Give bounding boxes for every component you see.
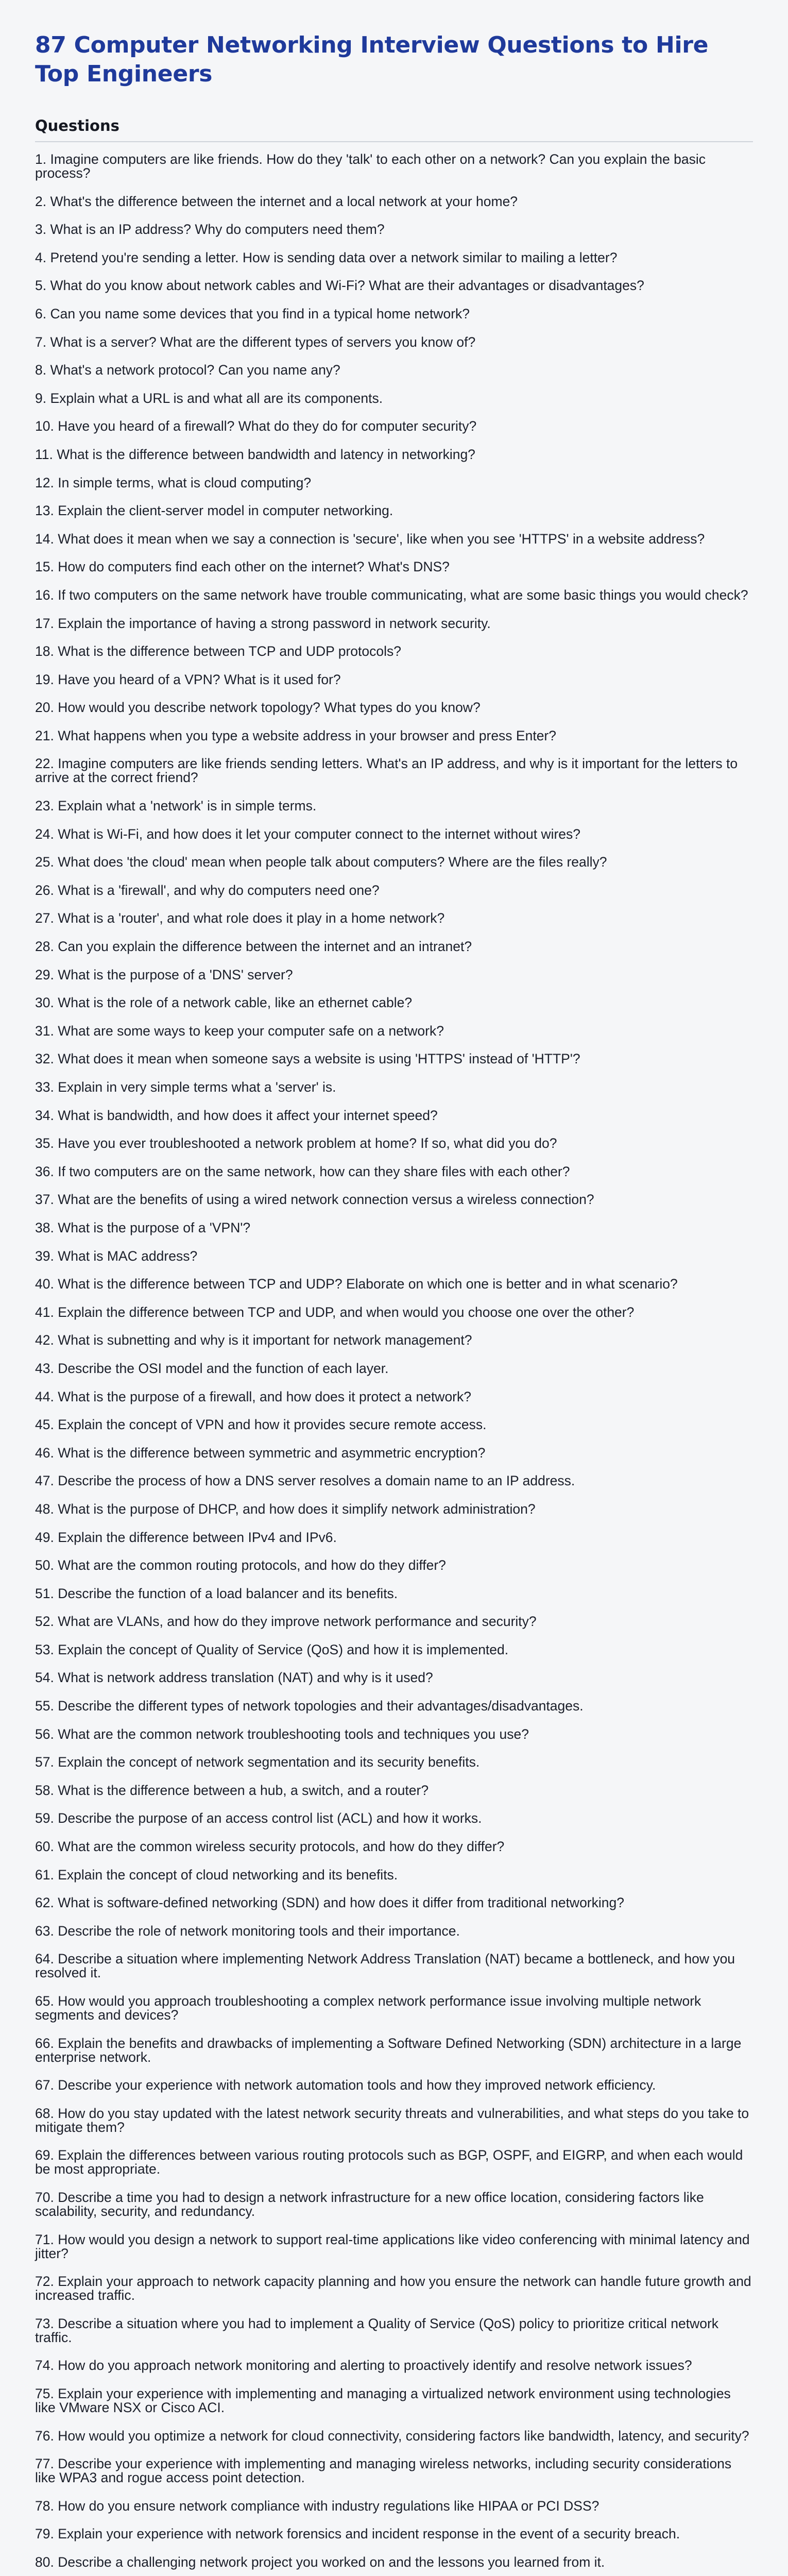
question-item: 36. If two computers are on the same network, how can they share files with each other? xyxy=(35,1163,570,1179)
question-item: 61. Explain the concept of cloud networking and its benefits. xyxy=(35,1867,398,1883)
question-item: 65. How would you approach troubleshooting a complex network performance issue involving multiple network segments and devices? xyxy=(35,1993,701,2023)
question-item: 63. Describe the role of network monitoring tools and their importance. xyxy=(35,1923,460,1939)
question-item: 57. Explain the concept of network segmentation and its security benefits. xyxy=(35,1754,480,1770)
question-item: 44. What is the purpose of a firewall, and how does it protect a network? xyxy=(35,1388,471,1404)
question-item: 77. Describe your experience with implementing and managing wireless networks, including security considerations like WPA3 and rogue access point detection. xyxy=(35,2456,732,2486)
question-item: 79. Explain your experience with network forensics and incident response in the event of a security breach. xyxy=(35,2526,680,2542)
question-item: 54. What is network address translation (NAT) and why is it used? xyxy=(35,1670,433,1686)
question-item: 35. Have you ever troubleshooted a network problem at home? If so, what did you do? xyxy=(35,1136,557,1151)
question-item: 20. How would you describe network topology? What types do you know? xyxy=(35,700,481,716)
question-item: 17. Explain the importance of having a strong password in network security. xyxy=(35,615,491,631)
question-item: 32. What does it mean when someone says a website is using 'HTTPS' instead of 'HTTP'? xyxy=(35,1051,580,1067)
question-item: 60. What are the common wireless security protocols, and how do they differ? xyxy=(35,1839,505,1855)
question-item: 3. What is an IP address? Why do computers need them? xyxy=(35,222,385,238)
question-item: 73. Describe a situation where you had to implement a Quality of Service (QoS) policy to prioritize critical network traffic. xyxy=(35,2315,719,2345)
question-item: 39. What is MAC address? xyxy=(35,1248,198,1264)
question-item: 4. Pretend you're sending a letter. How is sending data over a network similar to mailing a letter? xyxy=(35,249,618,265)
question-item: 19. Have you heard of a VPN? What is it used for? xyxy=(35,671,341,687)
question-item: 52. What are VLANs, and how do they improve network performance and security? xyxy=(35,1614,537,1630)
question-item: 15. How do computers find each other on the internet? What's DNS? xyxy=(35,559,450,575)
question-item: 33. Explain in very simple terms what a 'server' is. xyxy=(35,1079,336,1095)
question-item: 26. What is a 'firewall', and why do computers need one? xyxy=(35,882,380,898)
question-item: 21. What happens when you type a website address in your browser and press Enter? xyxy=(35,727,556,743)
question-item: 18. What is the difference between TCP and UDP protocols? xyxy=(35,643,402,659)
question-item: 1. Imagine computers are like friends. How do they 'talk' to each other on a network? Can you explain the basic process? xyxy=(35,151,706,181)
question-list xyxy=(35,152,753,2576)
question-item: 66. Explain the benefits and drawbacks of implementing a Software Defined Networking (SDN) architecture in a large enterprise network. xyxy=(35,2035,742,2065)
question-item: 38. What is the purpose of a 'VPN'? xyxy=(35,1219,251,1235)
question-item: 23. Explain what a 'network' is in simple terms. xyxy=(35,798,317,814)
question-item: 31. What are some ways to keep your computer safe on a network? xyxy=(35,1023,444,1039)
question-item: 7. What is a server? What are the different types of servers you know of? xyxy=(35,334,476,350)
question-item: 70. Describe a time you had to design a network infrastructure for a new office location, considering factors like scalability, security, and redundancy. xyxy=(35,2189,704,2219)
question-item: 12. In simple terms, what is cloud computing? xyxy=(35,474,312,490)
question-item: 69. Explain the differences between various routing protocols such as BGP, OSPF, and EIGRP, and when each would be most appropriate. xyxy=(35,2147,743,2177)
question-item: 67. Describe your experience with network automation tools and how they improved network efficiency. xyxy=(35,2077,656,2093)
question-item: 71. How would you design a network to support real-time applications like video conferencing with minimal latency and jitter? xyxy=(35,2231,750,2261)
section-divider xyxy=(35,141,753,142)
question-item: 29. What is the purpose of a 'DNS' server? xyxy=(35,967,293,982)
question-item: 47. Describe the process of how a DNS server resolves a domain name to an IP address. xyxy=(35,1473,575,1489)
question-item: 28. Can you explain the difference between the internet and an intranet? xyxy=(35,939,472,955)
question-item: 14. What does it mean when we say a connection is 'secure', like when you see 'HTTPS' in a website address? xyxy=(35,531,705,547)
question-item: 45. Explain the concept of VPN and how it provides secure remote access. xyxy=(35,1417,487,1433)
question-item: 25. What does 'the cloud' mean when people talk about computers? Where are the files really? xyxy=(35,854,607,870)
question-item: 80. Describe a challenging network project you worked on and the lessons you learned from it. xyxy=(35,2554,605,2570)
question-item: 75. Explain your experience with implementing and managing a virtualized network environment using technologies like VMware NSX or Cisco ACI. xyxy=(35,2385,731,2415)
question-item: 37. What are the benefits of using a wired network connection versus a wireless connection? xyxy=(35,1192,594,1208)
question-item: 62. What is software-defined networking (SDN) and how does it differ from traditional networking? xyxy=(35,1895,624,1911)
question-item: 5. What do you know about network cables and Wi-Fi? What are their advantages or disadvantages? xyxy=(35,278,644,294)
question-item: 53. Explain the concept of Quality of Service (QoS) and how it is implemented. xyxy=(35,1641,509,1657)
question-item: 10. Have you heard of a firewall? What do they do for computer security? xyxy=(35,418,477,434)
question-item: 51. Describe the function of a load balancer and its benefits. xyxy=(35,1585,398,1601)
question-item: 76. How would you optimize a network for cloud connectivity, considering factors like bandwidth, latency, and security? xyxy=(35,2428,749,2444)
question-item: 72. Explain your approach to network capacity planning and how you ensure the network can handle future growth and increased traffic. xyxy=(35,2274,751,2303)
question-item: 78. How do you ensure network compliance with industry regulations like HIPAA or PCI DSS? xyxy=(35,2498,599,2514)
question-item: 56. What are the common network troubleshooting tools and techniques you use? xyxy=(35,1726,529,1742)
question-item: 49. Explain the difference between IPv4 and IPv6. xyxy=(35,1529,337,1545)
question-item: 50. What are the common routing protocols, and how do they differ? xyxy=(35,1557,446,1573)
question-item: 40. What is the difference between TCP and UDP? Elaborate on which one is better and in what scenario? xyxy=(35,1276,678,1292)
question-item: 34. What is bandwidth, and how does it affect your internet speed? xyxy=(35,1107,438,1123)
question-item: 41. Explain the difference between TCP and UDP, and when would you choose one over the other? xyxy=(35,1304,635,1320)
question-item: 42. What is subnetting and why is it important for network management? xyxy=(35,1332,472,1348)
question-item: 30. What is the role of a network cable, like an ethernet cable? xyxy=(35,995,413,1011)
question-item: 59. Describe the purpose of an access control list (ACL) and how it works. xyxy=(35,1810,482,1826)
section-heading: Questions xyxy=(35,117,119,134)
question-item: 8. What's a network protocol? Can you name any? xyxy=(35,362,340,378)
question-item: 6. Can you name some devices that you find in a typical home network? xyxy=(35,306,470,321)
question-item: 11. What is the difference between bandwidth and latency in networking? xyxy=(35,446,475,462)
question-item: 9. Explain what a URL is and what all are its components. xyxy=(35,390,383,406)
question-item: 2. What's the difference between the internet and a local network at your home? xyxy=(35,193,518,209)
question-item: 46. What is the difference between symmetric and asymmetric encryption? xyxy=(35,1445,486,1461)
question-item: 13. Explain the client-server model in computer networking. xyxy=(35,503,393,519)
question-item: 74. How do you approach network monitoring and alerting to proactively identify and resolve network issues? xyxy=(35,2358,692,2374)
question-item: 27. What is a 'router', and what role does it play in a home network? xyxy=(35,910,445,926)
question-item: 68. How do you stay updated with the latest network security threats and vulnerabilities, and what steps do you take to mitigate them? xyxy=(35,2105,749,2135)
question-item: 64. Describe a situation where implementing Network Address Translation (NAT) became a bottleneck, and how you resolved it. xyxy=(35,1951,735,1981)
question-item: 55. Describe the different types of network topologies and their advantages/disadvantages. xyxy=(35,1698,584,1714)
question-item: 48. What is the purpose of DHCP, and how does it simplify network administration? xyxy=(35,1501,536,1517)
question-item: 22. Imagine computers are like friends sending letters. What's an IP address, and why is it important for the letters to arrive at the correct friend? xyxy=(35,756,738,786)
question-item: 16. If two computers on the same network have trouble communicating, what are some basic things you would check? xyxy=(35,587,748,603)
question-item: 58. What is the difference between a hub, a switch, and a router? xyxy=(35,1782,429,1798)
question-item: 43. Describe the OSI model and the function of each layer. xyxy=(35,1360,389,1376)
question-item: 24. What is Wi-Fi, and how does it let your computer connect to the internet without wires? xyxy=(35,826,581,842)
page-title: 87 Computer Networking Interview Questions to Hire Top Engineers xyxy=(35,32,709,87)
